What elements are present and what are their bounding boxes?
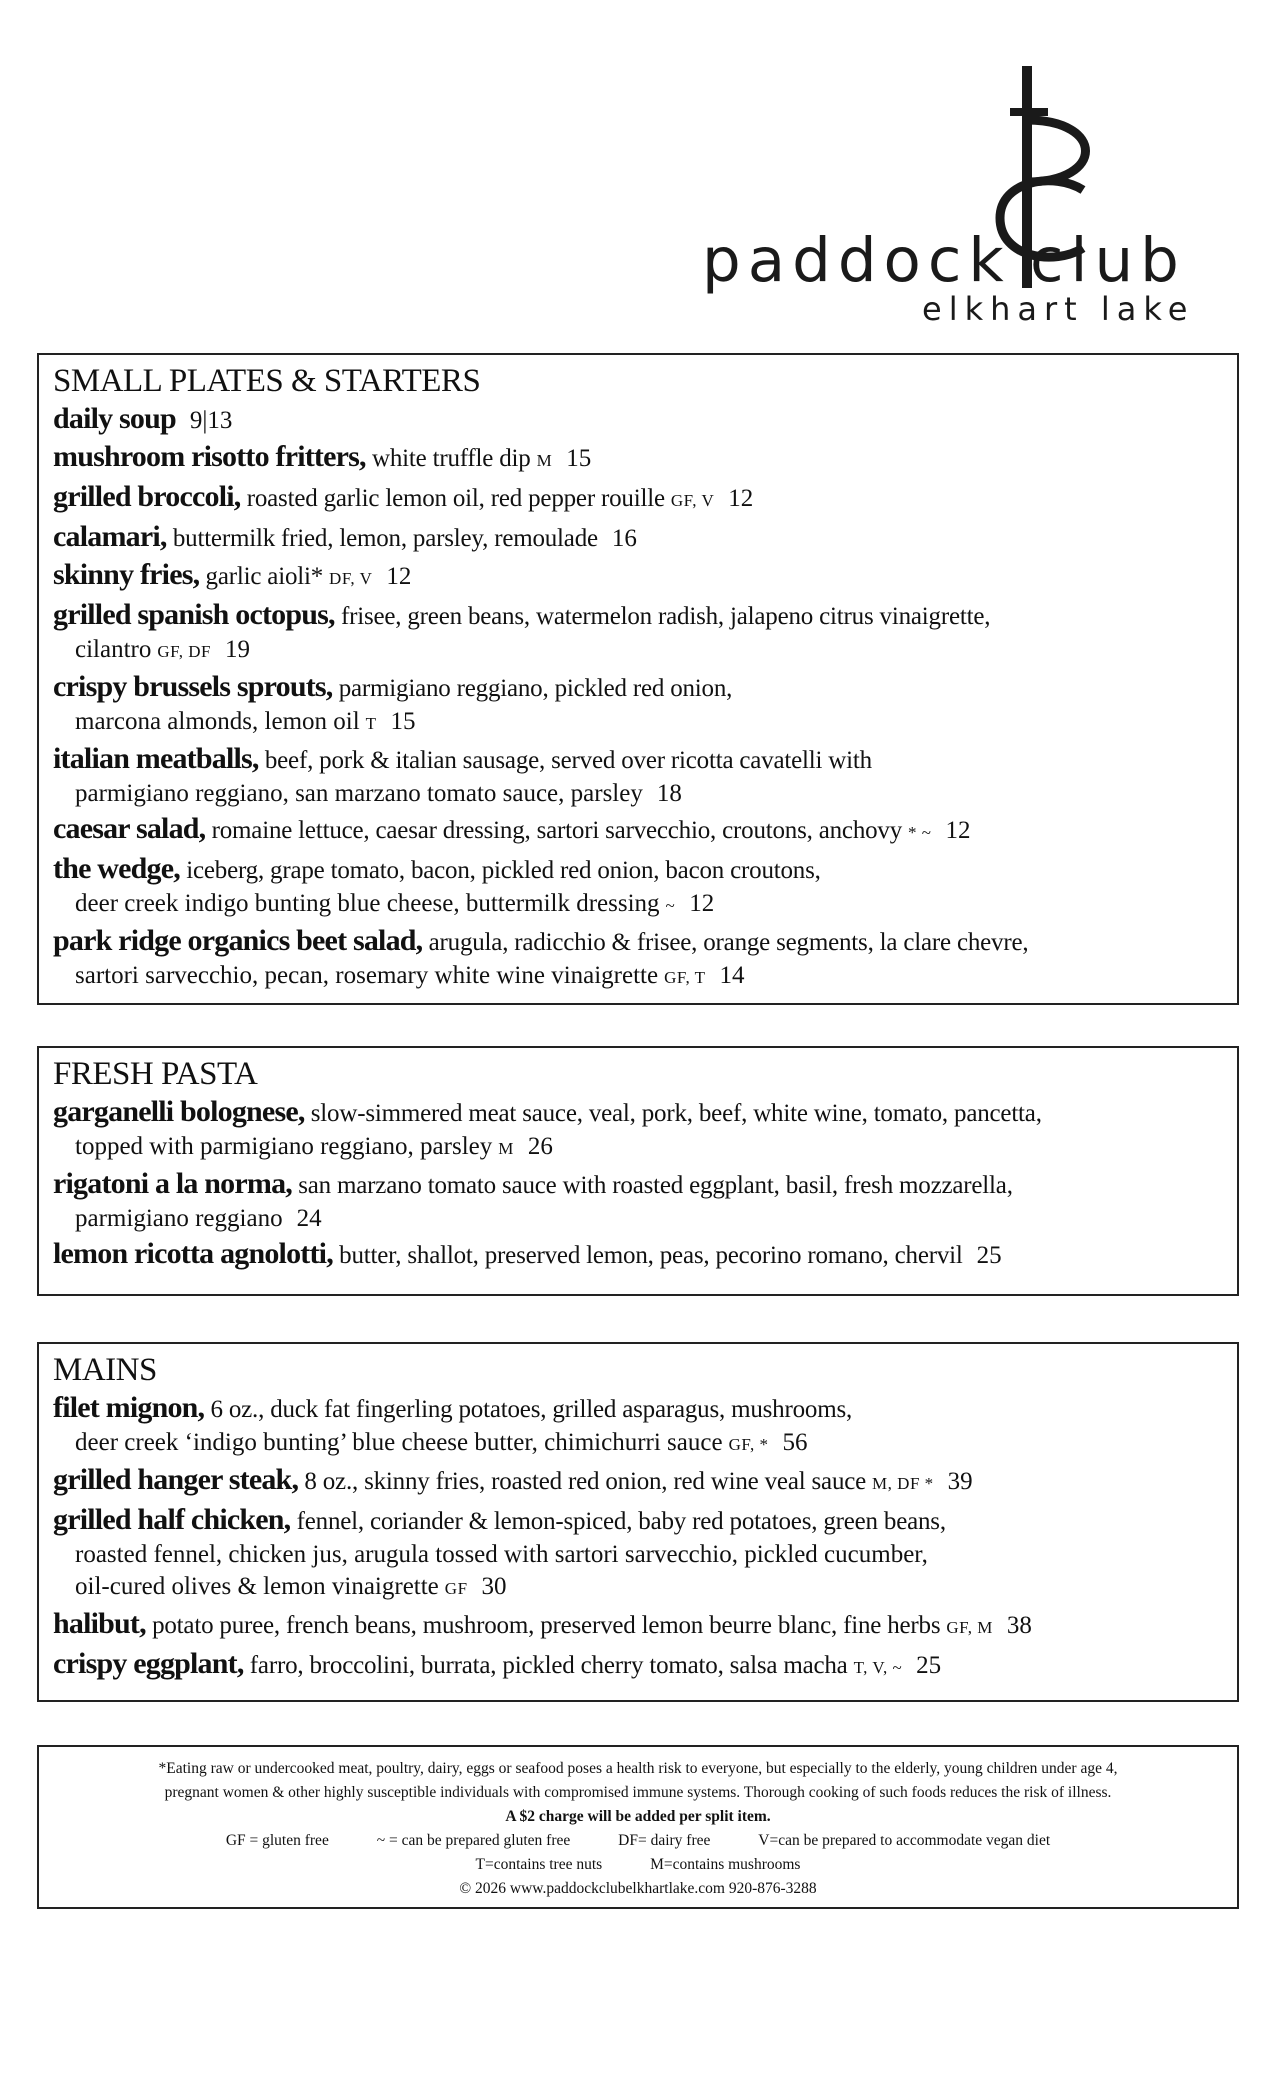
- item-description: garlic aioli*: [205, 563, 324, 590]
- legend-gluten-free: GF = gluten free: [225, 1832, 329, 1849]
- legend-tree-nuts: T=contains tree nuts: [475, 1856, 603, 1873]
- menu-item: [53, 923, 1223, 995]
- item-description: roasted garlic lemon oil, red pepper rouille: [246, 485, 665, 512]
- item-description-continued: [53, 777, 1223, 811]
- item-name: filet mignon,: [53, 1391, 205, 1424]
- item-price: 26: [527, 1133, 553, 1160]
- item-tags: ~: [665, 896, 676, 915]
- section-title: SMALL PLATES & STARTERS: [53, 363, 481, 399]
- logo-name-right: club: [1030, 225, 1186, 296]
- item-price: 25: [976, 1242, 1002, 1269]
- item-tags: GF, M: [946, 1618, 993, 1637]
- item-name: park ridge organics beet salad,: [53, 924, 423, 957]
- item-name: grilled hanger steak,: [53, 1463, 299, 1496]
- item-name: caesar salad,: [53, 812, 206, 845]
- item-price: 18: [656, 780, 682, 807]
- health-warning-line-2: pregnant women & other highly susceptible individuals with compromised immune systems. Thorough cooking of such foods reduces the risk of illness.: [164, 1784, 1112, 1801]
- item-tags: T, V, ~: [853, 1658, 903, 1677]
- menu-item: [53, 557, 1223, 597]
- item-description: iceberg, grape tomato, bacon, pickled red onion, bacon croutons,: [186, 857, 821, 884]
- item-price: 16: [611, 525, 637, 552]
- menu-item: [53, 1646, 1223, 1686]
- item-description: 6 oz., duck fat fingerling potatoes, grilled asparagus, mushrooms,: [210, 1396, 853, 1423]
- menu-item: [53, 1236, 1223, 1274]
- item-description-cont-text: deer creek indigo bunting blue cheese, buttermilk dressing: [75, 890, 660, 917]
- item-description: farro, broccolini, burrata, pickled cherry tomato, salsa macha: [249, 1652, 848, 1679]
- item-price: 30: [481, 1573, 507, 1600]
- item-description-cont-text: parmigiano reggiano: [75, 1205, 283, 1232]
- item-name: grilled spanish octopus,: [53, 598, 335, 631]
- item-name: rigatoni a la norma,: [53, 1167, 292, 1200]
- item-name: calamari,: [53, 520, 167, 553]
- item-price: 12: [728, 485, 754, 512]
- health-warning-line-1: *Eating raw or undercooked meat, poultry, dairy, eggs or seafood poses a health risk to everyone, but especially to the elderly, young children under age 4,: [158, 1760, 1118, 1777]
- menu-item: [53, 851, 1223, 923]
- menu-item: [53, 811, 1223, 851]
- item-description: parmigiano reggiano, pickled red onion,: [338, 675, 733, 702]
- item-description-cont-text: marcona almonds, lemon oil: [75, 708, 360, 735]
- legend-vegan: V=can be prepared to accommodate vegan diet: [758, 1832, 1051, 1849]
- menu-item: [53, 479, 1223, 519]
- item-tags: GF, *: [728, 1435, 769, 1454]
- item-name: garganelli bolognese,: [53, 1095, 305, 1128]
- item-description: romaine lettuce, caesar dressing, sartori sarvecchio, croutons, anchovy: [211, 817, 903, 844]
- menu-item: [53, 1462, 1223, 1502]
- menu-item: [53, 1390, 1223, 1462]
- item-price: 12: [386, 563, 412, 590]
- item-name: crispy eggplant,: [53, 1647, 244, 1680]
- menu-item: [53, 401, 1223, 439]
- menu-item: [53, 439, 1223, 479]
- item-name: skinny fries,: [53, 558, 200, 591]
- item-description: potato puree, french beans, mushroom, preserved lemon beurre blanc, fine herbs: [152, 1612, 941, 1639]
- item-price: 15: [390, 708, 416, 735]
- item-price: 25: [916, 1652, 942, 1679]
- dietary-legend-2: [59, 1853, 1217, 1877]
- menu-item: [53, 519, 1223, 557]
- item-price: 39: [947, 1468, 973, 1495]
- item-tags: DF, V: [329, 569, 373, 588]
- item-description: fennel, coriander & lemon-spiced, baby red potatoes, green beans,: [296, 1508, 946, 1535]
- copyright-contact: © 2026 www.paddockclubelkhartlake.com 920-876-3288: [459, 1880, 817, 1897]
- item-description: white truffle dip: [371, 445, 531, 472]
- item-tags: T: [365, 714, 377, 733]
- item-description-continued: [53, 887, 1223, 923]
- item-description-continued: roasted fennel, chicken jus, arugula tossed with sartori sarvecchio, pickled cucumber,: [75, 1541, 928, 1568]
- section-small-plates: [37, 353, 1239, 1005]
- item-price: 19: [224, 636, 250, 663]
- item-description-cont-text: cilantro: [75, 636, 152, 663]
- item-price: 56: [782, 1429, 808, 1456]
- menu-item: [53, 1166, 1223, 1236]
- item-price: 9|13: [189, 407, 233, 434]
- item-tags: M: [536, 451, 553, 470]
- item-price: 14: [719, 962, 745, 989]
- item-description-continued: [53, 1130, 1223, 1166]
- item-description-continued: [53, 633, 1223, 669]
- item-tags: M, DF *: [872, 1474, 934, 1493]
- item-name: daily soup: [53, 402, 176, 435]
- legend-dairy-free: DF= dairy free: [618, 1832, 711, 1849]
- menu-item: [53, 1502, 1223, 1606]
- item-tags: * ~: [908, 823, 932, 842]
- item-description: san marzano tomato sauce with roasted eggplant, basil, fresh mozzarella,: [298, 1172, 1013, 1199]
- item-tags: M: [498, 1139, 514, 1158]
- item-price: 24: [296, 1205, 322, 1232]
- dietary-legend: [59, 1829, 1217, 1853]
- item-description-continued: [53, 1426, 1223, 1462]
- item-name: grilled half chicken,: [53, 1503, 291, 1536]
- item-description: beef, pork & italian sausage, served over ricotta cavatelli with: [264, 747, 872, 774]
- item-name: grilled broccoli,: [53, 480, 241, 513]
- item-description: slow-simmered meat sauce, veal, pork, beef, white wine, tomato, pancetta,: [310, 1100, 1042, 1127]
- item-price: 38: [1006, 1612, 1032, 1639]
- item-description: buttermilk fried, lemon, parsley, remoulade: [172, 525, 598, 552]
- menu-item: [53, 1606, 1223, 1646]
- item-description: arugula, radicchio & frisee, orange segments, la clare chevre,: [428, 929, 1029, 956]
- item-price: 12: [945, 817, 971, 844]
- item-name: the wedge,: [53, 852, 180, 885]
- section-title: MAINS: [53, 1352, 157, 1388]
- item-price: 15: [566, 445, 592, 472]
- item-tags: GF: [444, 1579, 468, 1598]
- item-name: mushroom risotto fritters,: [53, 440, 366, 473]
- item-description-cont-text: deer creek ‘indigo bunting’ blue cheese butter, chimichurri sauce: [75, 1429, 723, 1456]
- section-mains: [37, 1342, 1239, 1702]
- item-description: frisee, green beans, watermelon radish, jalapeno citrus vinaigrette,: [340, 603, 991, 630]
- menu-item: [53, 1094, 1223, 1166]
- menu-item: [53, 741, 1223, 811]
- section-fresh-pasta: [37, 1046, 1239, 1296]
- item-description: butter, shallot, preserved lemon, peas, pecorino romano, chervil: [339, 1242, 963, 1269]
- item-description-cont-text: topped with parmigiano reggiano, parsley: [75, 1133, 493, 1160]
- item-name: halibut,: [53, 1607, 146, 1640]
- menu-item: [53, 669, 1223, 741]
- item-name: crispy brussels sprouts,: [53, 670, 333, 703]
- item-description-continued: [53, 1570, 1223, 1606]
- item-price: 12: [689, 890, 715, 917]
- legend-can-be-gluten-free: ~ = can be prepared gluten free: [376, 1832, 571, 1849]
- item-description-continued: [53, 1202, 1223, 1236]
- item-tags: GF, V: [670, 491, 715, 510]
- item-name: italian meatballs,: [53, 742, 259, 775]
- item-tags: GF, T: [664, 968, 706, 987]
- item-description-cont-text: oil-cured olives & lemon vinaigrette: [75, 1573, 439, 1600]
- legend-mushrooms: M=contains mushrooms: [650, 1856, 801, 1873]
- item-tags: GF, DF: [157, 642, 211, 661]
- item-description: 8 oz., skinny fries, roasted red onion, red wine veal sauce: [304, 1468, 867, 1495]
- item-name: lemon ricotta agnolotti,: [53, 1237, 333, 1270]
- logo: [700, 40, 1220, 330]
- item-description-continued: [53, 705, 1223, 741]
- logo-location: elkhart lake: [922, 290, 1195, 328]
- item-description-cont-text: sartori sarvecchio, pecan, rosemary white wine vinaigrette: [75, 962, 659, 989]
- item-description-cont-text: parmigiano reggiano, san marzano tomato sauce, parsley: [75, 780, 643, 807]
- section-title: FRESH PASTA: [53, 1056, 258, 1092]
- footer-notice: [37, 1745, 1239, 1909]
- item-description-continued: [53, 959, 1223, 995]
- menu-item: [53, 597, 1223, 669]
- split-charge-notice: A $2 charge will be added per split item.: [505, 1808, 771, 1825]
- logo-name-left: paddock: [702, 225, 1011, 296]
